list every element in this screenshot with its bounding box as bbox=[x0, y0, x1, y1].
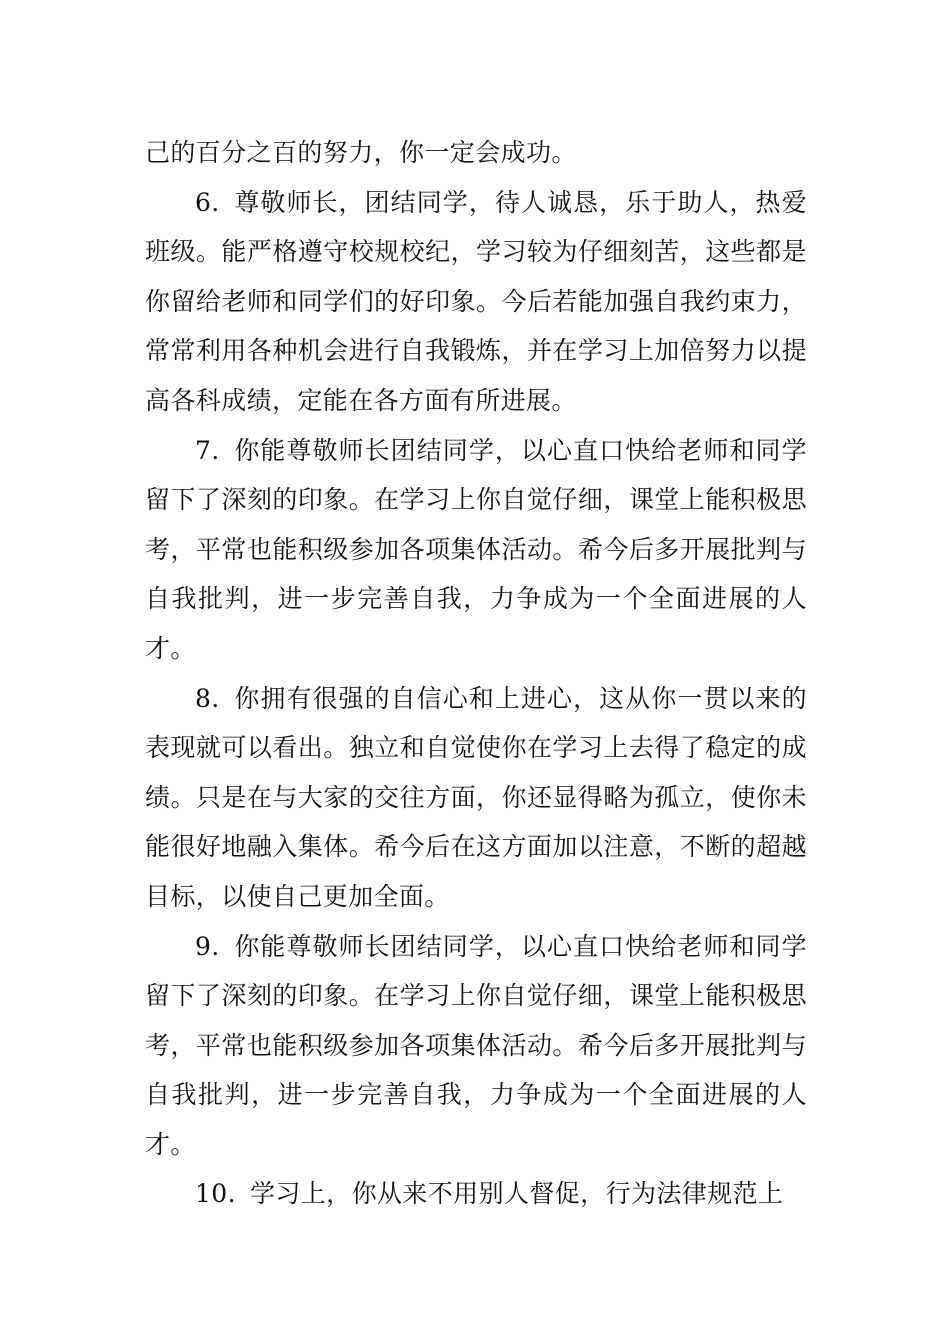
paragraph-item-6 bbox=[145, 178, 807, 426]
paragraph-item-7 bbox=[145, 426, 807, 674]
paragraph-text: 你能尊敬师长团结同学，以心直口快给老师和同学留下了深刻的印象。在学习上你自觉仔细，课堂上能积极思考，平常也能积级参加各项集体活动。希今后多开展批判与自我批判，进一步完善自我，力争成为一个全面进展的人才。 bbox=[145, 435, 807, 663]
document-page bbox=[145, 128, 807, 1219]
item-number: 7. bbox=[195, 435, 220, 465]
item-number: 9. bbox=[195, 931, 220, 961]
paragraph-text: 你能尊敬师长团结同学，以心直口快给老师和同学留下了深刻的印象。在学习上你自觉仔细，课堂上能积极思考，平常也能积级参加各项集体活动。希今后多开展批判与自我批判，进一步完善自我，力争成为一个全面进展的人才。 bbox=[145, 931, 807, 1159]
paragraph-continuation bbox=[145, 128, 807, 178]
item-number: 10. bbox=[195, 1179, 236, 1209]
item-number: 8. bbox=[195, 683, 220, 713]
paragraph-item-8 bbox=[145, 674, 807, 922]
paragraph-text: 你拥有很强的自信心和上进心，这从你一贯以来的表现就可以看出。独立和自觉使你在学习上去得了稳定的成绩。只是在与大家的交往方面，你还显得略为孤立，使你未能很好地融入集体。希今后在这方面加以注意，不断的超越目标，以使自己更加全面。 bbox=[145, 683, 807, 911]
item-number: 6. bbox=[195, 187, 220, 217]
paragraph-text: 尊敬师长，团结同学，待人诚恳，乐于助人，热爱班级。能严格遵守校规校纪，学习较为仔细刻苦，这些都是你留给老师和同学们的好印象。今后若能加强自我约束力，常常利用各种机会进行自我锻炼，并在学习上加倍努力以提高各科成绩，定能在各方面有所进展。 bbox=[145, 187, 807, 415]
paragraph-item-10 bbox=[145, 1169, 807, 1219]
paragraph-item-9 bbox=[145, 922, 807, 1170]
paragraph-text: 学习上，你从来不用别人督促，行为法律规范上 bbox=[249, 1179, 784, 1209]
paragraph-text: 己的百分之百的努力，你一定会成功。 bbox=[145, 138, 577, 167]
